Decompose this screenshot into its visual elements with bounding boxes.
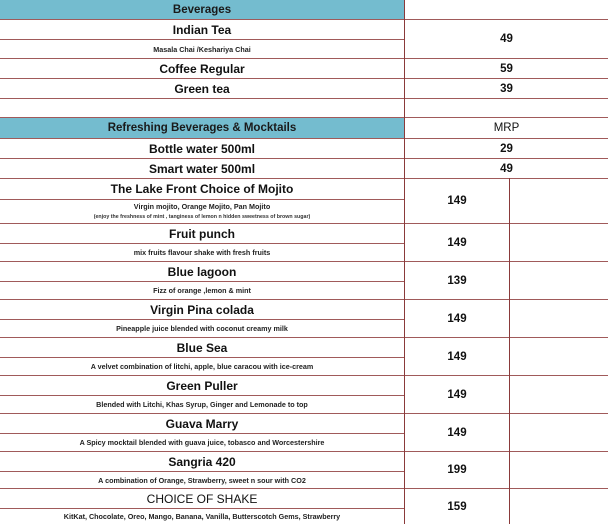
grid-line bbox=[0, 508, 404, 509]
grid-line bbox=[0, 261, 608, 262]
item-note-mojito: (enjoy the freshness of mint , tanginess of lemon n hidden sweetness of brown sugar) bbox=[93, 214, 311, 220]
grid-line bbox=[0, 299, 608, 300]
grid-line bbox=[0, 223, 608, 224]
item-name-blue-lagoon: Blue lagoon bbox=[167, 264, 237, 279]
grid-line bbox=[0, 19, 608, 20]
item-price-coffee-regular: 59 bbox=[500, 62, 513, 75]
item-price-smart-water: 49 bbox=[500, 162, 513, 175]
item-name-green-puller: Green Puller bbox=[166, 378, 238, 393]
item-desc-sangria: A combination of Orange, Strawberry, sweet n sour with CO2 bbox=[98, 475, 306, 485]
item-price-mojito: 149 bbox=[447, 195, 467, 207]
grid-line bbox=[0, 451, 608, 452]
grid-line bbox=[509, 178, 510, 524]
item-name-pina-colada: Virgin Pina colada bbox=[150, 302, 254, 317]
item-desc-guava-marry: A Spicy mocktail blended with guava juice, tobasco and Worcestershire bbox=[79, 438, 325, 447]
section-header-mocktails: Refreshing Beverages & Mocktails bbox=[0, 118, 404, 138]
item-price-green-tea: 39 bbox=[500, 82, 513, 95]
grid-line bbox=[0, 337, 608, 338]
item-desc-green-puller: Blended with Litchi, Khas Syrup, Ginger and Lemonade to top bbox=[96, 400, 308, 409]
grid-line bbox=[0, 488, 608, 489]
grid-line bbox=[0, 395, 404, 396]
item-price-sangria: 199 bbox=[447, 464, 467, 476]
item-price-shake: 159 bbox=[447, 500, 467, 513]
item-desc-fruit-punch: mix fruits flavour shake with fresh fruits bbox=[133, 248, 271, 257]
item-name-coffee-regular: Coffee Regular bbox=[159, 61, 245, 76]
item-name-sangria: Sangria 420 bbox=[168, 454, 236, 469]
grid-line bbox=[0, 281, 404, 282]
item-name-green-tea: Green tea bbox=[174, 81, 230, 96]
grid-line bbox=[0, 158, 608, 159]
item-price-guava-marry: 149 bbox=[447, 426, 467, 439]
grid-line bbox=[0, 178, 608, 179]
grid-line bbox=[0, 98, 608, 99]
grid-line bbox=[0, 375, 608, 376]
item-desc-blue-sea: A velvet combination of litchi, apple, blue caracou with ice-cream bbox=[90, 362, 314, 371]
item-name-shake: CHOICE OF SHAKE bbox=[146, 491, 258, 506]
grid-line bbox=[0, 78, 608, 79]
item-name-mojito: The Lake Front Choice of Mojito bbox=[110, 182, 294, 196]
item-desc-pina-colada: Pineapple juice blended with coconut creamy milk bbox=[116, 324, 288, 333]
item-price-pina-colada: 149 bbox=[447, 312, 467, 325]
item-price-indian-tea: 49 bbox=[500, 33, 513, 45]
section-header-beverages: Beverages bbox=[0, 0, 404, 19]
grid-line bbox=[0, 199, 404, 200]
item-price-bottle-water: 29 bbox=[500, 142, 513, 155]
item-price-blue-lagoon: 139 bbox=[447, 274, 467, 287]
grid-line bbox=[0, 433, 404, 434]
item-price-blue-sea: 149 bbox=[447, 350, 467, 363]
grid-line bbox=[0, 138, 608, 139]
item-price-green-puller: 149 bbox=[447, 388, 467, 401]
item-desc-mojito: Virgin mojito, Orange Mojito, Pan Mojito bbox=[133, 202, 271, 211]
item-name-fruit-punch: Fruit punch bbox=[169, 226, 235, 241]
item-name-smart-water: Smart water 500ml bbox=[148, 161, 256, 176]
grid-line bbox=[0, 243, 404, 244]
section-price-header bbox=[405, 0, 608, 19]
grid-line bbox=[404, 0, 405, 524]
item-desc-shake: KitKat, Chocolate, Oreo, Mango, Banana, Vanilla, Butterscotch Gems, Strawberry bbox=[63, 512, 341, 521]
grid-line bbox=[0, 357, 404, 358]
item-desc-indian-tea: Masala Chai /Keshariya Chai bbox=[153, 44, 251, 54]
grid-line bbox=[0, 471, 404, 472]
grid-line bbox=[0, 413, 608, 414]
item-name-bottle-water: Bottle water 500ml bbox=[148, 141, 256, 156]
item-name-guava-marry: Guava Marry bbox=[165, 416, 239, 431]
mrp-header: MRP bbox=[493, 122, 520, 134]
item-desc-blue-lagoon: Fizz of orange ,lemon & mint bbox=[153, 286, 251, 295]
grid-line bbox=[0, 39, 404, 40]
grid-line bbox=[0, 319, 404, 320]
item-name-blue-sea: Blue Sea bbox=[176, 340, 228, 355]
item-price-fruit-punch: 149 bbox=[447, 236, 467, 249]
grid-line bbox=[0, 58, 608, 59]
grid-line bbox=[0, 117, 608, 118]
item-name-indian-tea: Indian Tea bbox=[172, 22, 232, 37]
